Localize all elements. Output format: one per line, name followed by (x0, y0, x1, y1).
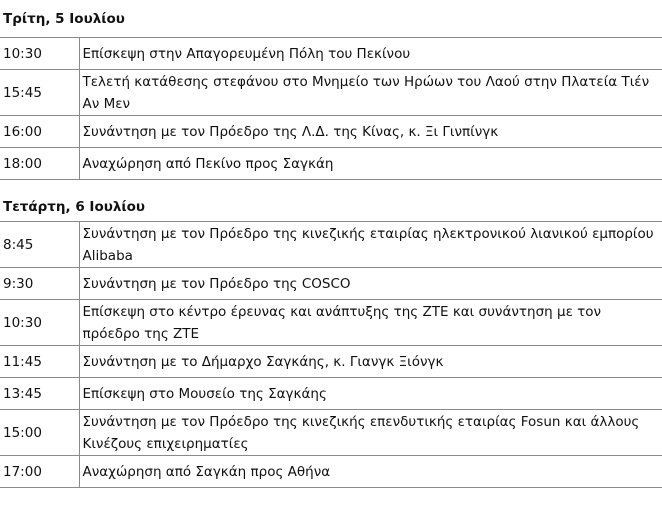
event-description: Συνάντηση με τον Πρόεδρο της κινεζικής επενδυτικής εταιρίας Fosun και άλλους Κινέζους επιχειρηματίες (79, 410, 662, 456)
table-row (0, 300, 662, 346)
table-row (0, 148, 662, 180)
event-time: 9:30 (0, 268, 79, 300)
table-row (0, 378, 662, 410)
event-description: Συνάντηση με το Δήμαρχο Σαγκάης, κ. Γιανγκ Ξιόνγκ (79, 346, 662, 378)
table-row (0, 268, 662, 300)
table-row (0, 116, 662, 148)
table-row (0, 410, 662, 456)
event-time: 17:00 (0, 456, 79, 488)
event-time: 16:00 (0, 116, 79, 148)
day-header-row (0, 180, 662, 222)
event-time: 10:30 (0, 38, 79, 70)
event-time: 10:30 (0, 300, 79, 346)
event-time: 15:45 (0, 70, 79, 116)
table-row (0, 38, 662, 70)
table-row (0, 70, 662, 116)
event-time: 13:45 (0, 378, 79, 410)
event-time: 18:00 (0, 148, 79, 180)
event-description: Επίσκεψη στο Μουσείο της Σαγκάης (79, 378, 662, 410)
day-title: Τετάρτη, 6 Ιουλίου (0, 180, 662, 222)
event-description: Αναχώρηση από Πεκίνο προς Σαγκάη (79, 148, 662, 180)
event-description: Συνάντηση με τον Πρόεδρο της COSCO (79, 268, 662, 300)
event-description: Επίσκεψη στην Απαγορευμένη Πόλη του Πεκίνου (79, 38, 662, 70)
event-description: Αναχώρηση από Σαγκάη προς Αθήνα (79, 456, 662, 488)
table-row (0, 456, 662, 488)
event-description: Τελετή κατάθεσης στεφάνου στο Μνημείο των Ηρώων του Λαού στην Πλατεία Τιέν Αν Μεν (79, 70, 662, 116)
event-time: 8:45 (0, 222, 79, 268)
event-description: Επίσκεψη στο κέντρο έρευνας και ανάπτυξης της ZTE και συνάντηση με τον πρόεδρο της ZTE (79, 300, 662, 346)
event-description: Συνάντηση με τον Πρόεδρο της κινεζικής εταιρίας ηλεκτρονικού λιανικού εμπορίου Alibaba (79, 222, 662, 268)
table-row (0, 346, 662, 378)
day-header-row (0, 0, 662, 38)
table-row (0, 222, 662, 268)
event-time: 15:00 (0, 410, 79, 456)
event-time: 11:45 (0, 346, 79, 378)
event-description: Συνάντηση με τον Πρόεδρο της Λ.Δ. της Κίνας, κ. Ξι Γινπίνγκ (79, 116, 662, 148)
day-title: Τρίτη, 5 Ιουλίου (0, 0, 662, 38)
